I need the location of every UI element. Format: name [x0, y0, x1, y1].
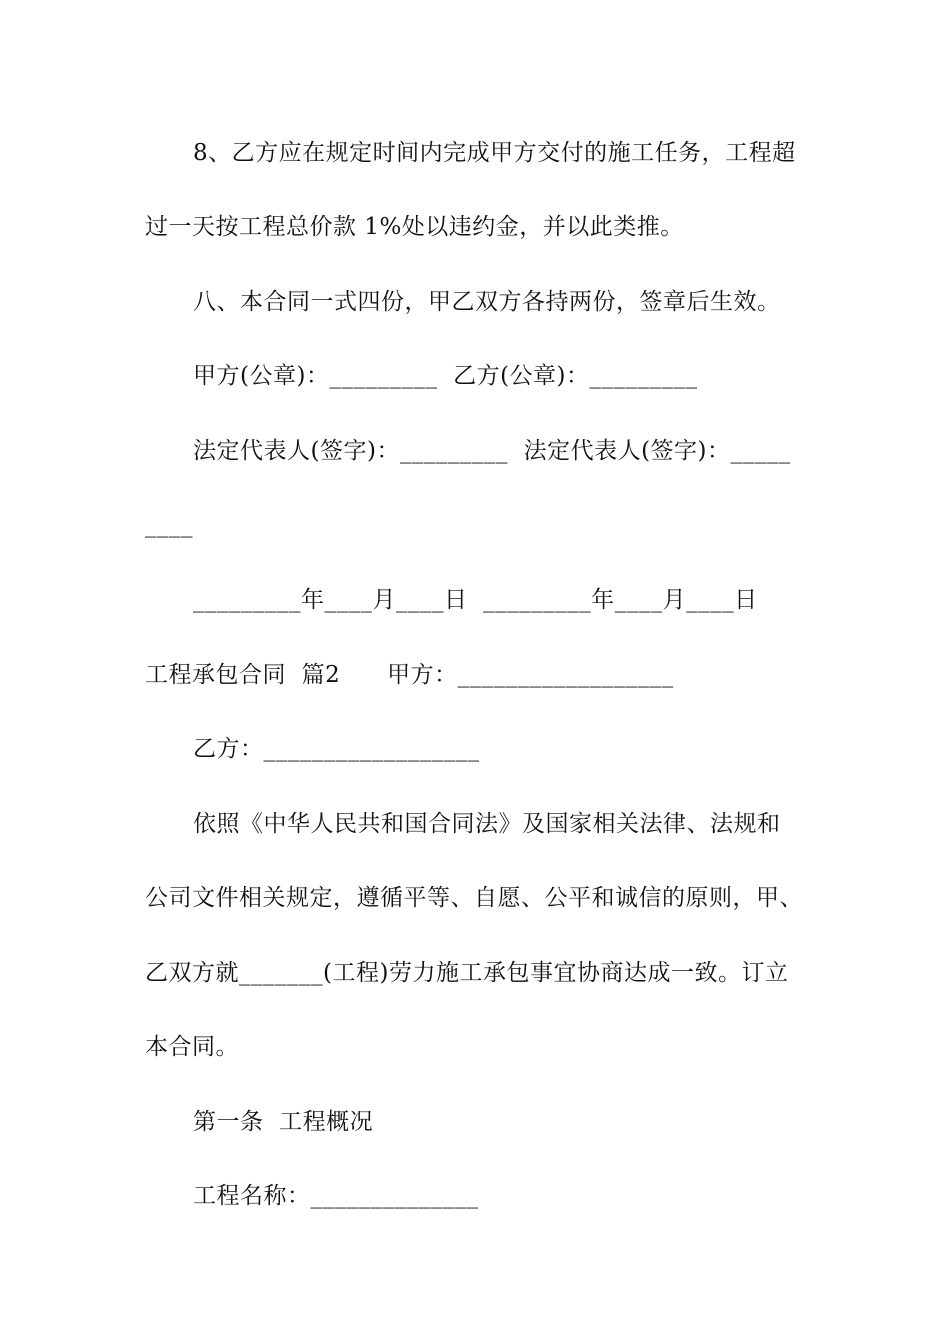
party-b-line: 乙方：__________________ — [193, 736, 480, 762]
clause-8-line-2: 过一天按工程总价款 1%处以违约金，并以此类推。 — [145, 214, 684, 240]
signature-line-continued: ____ — [145, 512, 193, 538]
project-name-line: 工程名称：______________ — [193, 1183, 479, 1209]
date-line: _________年____月____日 _________年____月____日 — [193, 587, 758, 613]
signature-line: 法定代表人(签字)：_________ 法定代表人(签字)：_____ — [193, 438, 791, 464]
seal-line: 甲方(公章)：_________ 乙方(公章)：_________ — [193, 363, 698, 389]
clause-8-line-1: 8、乙方应在规定时间内完成甲方交付的施工任务，工程超 — [193, 140, 796, 166]
preamble-line-3: 乙双方就_______(工程)劳力施工承包事宜协商达成一致。订立 — [145, 960, 789, 986]
preamble-line-2: 公司文件相关规定，遵循平等、自愿、公平和诚信的原则，甲、 — [145, 885, 803, 911]
article-one-heading: 第一条 工程概况 — [193, 1109, 374, 1135]
contract-2-heading: 工程承包合同 篇2 甲方：__________________ — [145, 662, 674, 688]
preamble-line-1: 依照《中华人民共和国合同法》及国家相关法律、法规和 — [193, 811, 781, 837]
clause-eight: 八、本合同一式四份，甲乙双方各持两份，签章后生效。 — [193, 289, 781, 315]
preamble-line-4: 本合同。 — [145, 1034, 239, 1060]
